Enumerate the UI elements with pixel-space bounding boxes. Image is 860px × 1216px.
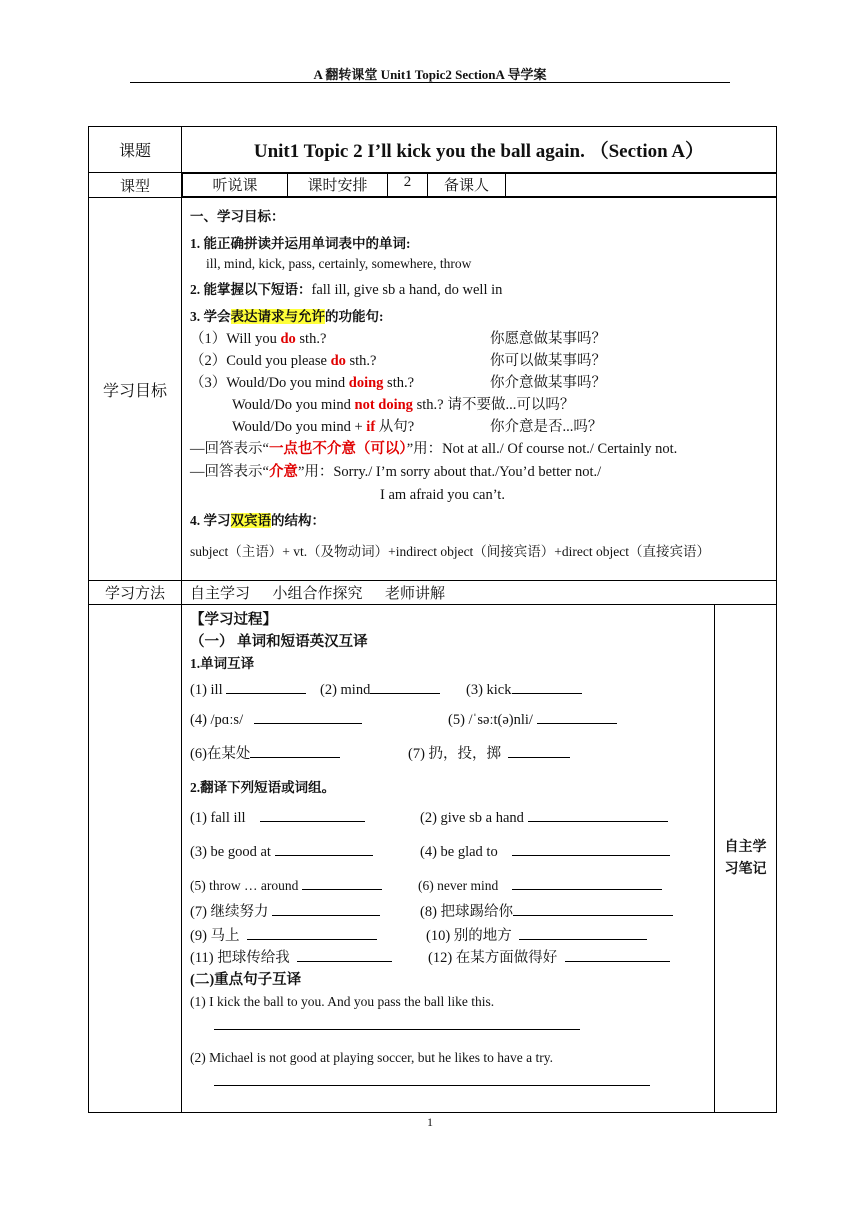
preparer-label: 备课人 xyxy=(428,174,506,197)
type-label: 课型 xyxy=(89,173,182,198)
objectives-label: 学习目标 xyxy=(89,198,182,581)
answer-no: —回答表示“介意”用：Sorry./ I’m sorry about that./You’d better not./ xyxy=(190,463,602,480)
objective-3-a: 3. 学会 xyxy=(190,308,231,324)
notes-label-line-1: 自主学 xyxy=(724,839,767,855)
answer-line-q1 xyxy=(190,1015,708,1047)
type-subtable xyxy=(182,173,776,197)
lesson-plan-table xyxy=(88,126,777,1113)
sentence-q1: (1) I kick the ball to you. And you pass the ball like this. xyxy=(190,994,495,1009)
sentence-2: （2）Could you please do sth.? 你可以做某事吗？ xyxy=(190,353,606,370)
sentence-4: Would/Do you mind not doing sth.? 请不要做...可以吗？ xyxy=(232,397,575,414)
objective-3-b: 的功能句: xyxy=(325,308,384,324)
objective-1-title: 1. 能正确拼读并运用单词表中的单词: xyxy=(190,235,411,251)
notes-label-line-2: 习笔记 xyxy=(724,861,767,877)
phrase-row-6: (11) 把球传给我 (12) 在某方面做得好 xyxy=(190,947,708,969)
lesson-type: 听说课 xyxy=(183,174,288,197)
process-content xyxy=(182,605,715,1113)
preparer-value xyxy=(506,174,777,197)
header-divider xyxy=(130,82,730,83)
sentence-1: （1）Will you do sth.? 你愿意做某事吗？ xyxy=(190,331,606,348)
section-1-heading: 1.单词互译 xyxy=(190,656,255,671)
objective-4-highlight: 双宾语 xyxy=(230,513,271,529)
answer-line-q2 xyxy=(190,1071,708,1099)
document-header: A 翻转课堂 Unit1 Topic2 SectionA 导学案 xyxy=(313,67,547,82)
process-title: 【学习过程】 xyxy=(190,612,277,628)
lesson-title: Unit1 Topic 2 I’ll kick you the ball again. （Section A） xyxy=(182,127,777,173)
page-number: 1 xyxy=(427,1115,433,1129)
phrase-row-1: (1) fall ill (2) give sb a hand xyxy=(190,807,708,841)
word-row-1: (1) ill (2) mind (3) kick xyxy=(190,679,708,709)
process-empty-cell xyxy=(89,605,182,1113)
phrase-row-3: (5) throw … around (6) never mind xyxy=(190,875,708,901)
phrase-row-4: (7) 继续努力 (8) 把球踢给你 xyxy=(190,901,708,925)
hours-label: 课时安排 xyxy=(288,174,388,197)
phrase-row-2: (3) be good at (4) be glad to xyxy=(190,841,708,875)
objectives-heading: 一、学习目标： xyxy=(190,209,285,224)
section-2-heading: 2.翻译下列短语或词组。 xyxy=(190,780,336,795)
method-value: 自主学习 小组合作探究 老师讲解 xyxy=(182,581,777,605)
answer-no-continued: I am afraid you can’t. xyxy=(380,486,505,503)
method-label: 学习方法 xyxy=(89,581,182,605)
part-1-heading: （一） 单词和短语英汉互译 xyxy=(190,634,368,650)
word-row-3: (6)在某处 (7) 扔，投，掷 xyxy=(190,743,708,777)
objective-2-phrases: fall ill, give sb a hand, do well in xyxy=(311,282,503,299)
topic-label: 课题 xyxy=(89,127,182,173)
double-object-formula: subject（主语）+ vt.（及物动词）+indirect object（间接宾语）+direct object（直接宾语） xyxy=(190,543,711,559)
part-2-heading: (二)重点句子互译 xyxy=(190,972,302,988)
answer-yes: —回答表示“一点也不介意（可以）”用：Not at all./ Of course not./ Certainly not. xyxy=(190,441,678,458)
sentence-q2: (2) Michael is not good at playing soccer, but he likes to have a try. xyxy=(190,1050,553,1065)
objectives-content xyxy=(182,198,777,581)
phrase-row-5: (9) 马上 (10) 别的地方 xyxy=(190,925,708,947)
objective-3-highlight: 表达请求与允许 xyxy=(230,308,325,324)
word-row-2: (4) /pɑːs/ (5) /ˈsəːt(ə)nli/ xyxy=(190,709,708,743)
objective-4-a: 4. 学习 xyxy=(190,513,231,529)
objective-4-b: 的结构： xyxy=(271,513,325,529)
objective-1-words: ill, mind, kick, pass, certainly, somewhere, throw xyxy=(206,256,472,272)
sentence-5: Would/Do you mind + if 从句? 你介意是否...吗？ xyxy=(232,419,603,436)
sentence-3: （3）Would/Do you mind doing sth.? 你介意做某事吗？ xyxy=(190,375,606,392)
hours-value: 2 xyxy=(388,174,428,197)
notes-cell xyxy=(715,605,777,1113)
objective-2-prefix: 2. 能掌握以下短语： xyxy=(190,282,312,298)
